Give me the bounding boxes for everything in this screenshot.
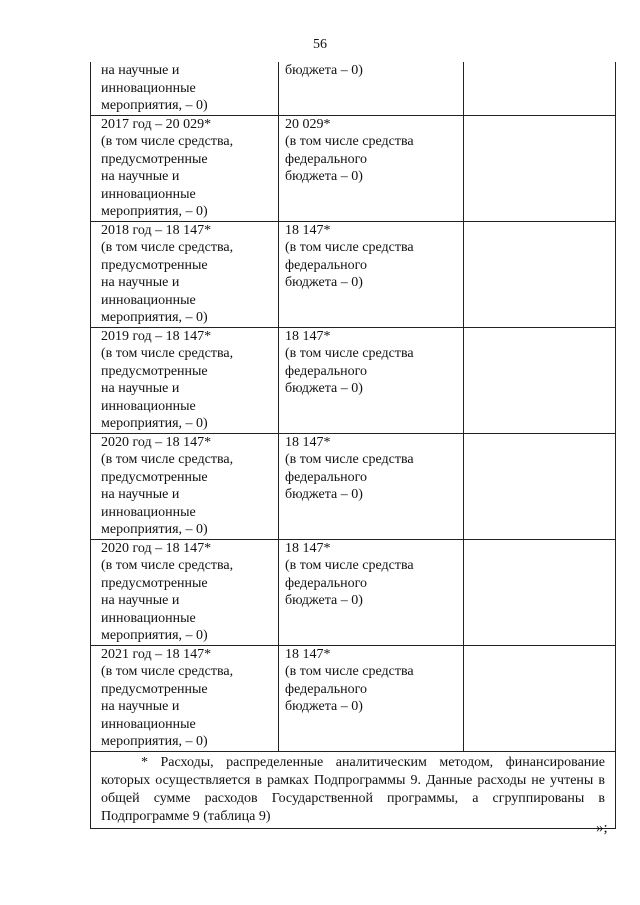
- empty-cell: [464, 540, 615, 645]
- cell-line: (в том числе средства,: [101, 452, 234, 467]
- closing-quote-mark: »;: [596, 820, 608, 836]
- cell-line: (в том числе средства,: [101, 240, 234, 255]
- cell-line: на научные и: [101, 381, 180, 396]
- cell-line: (в том числе средства: [285, 240, 414, 255]
- cell-line: (в том числе средства,: [101, 664, 234, 679]
- cell-line: на научные и: [101, 63, 180, 78]
- cell-line: предусмотренные: [101, 575, 208, 591]
- cell-line: бюджета – 0): [285, 63, 363, 78]
- empty-cell: [464, 116, 615, 221]
- footnote-row: [91, 751, 615, 828]
- cell-line: 2020 год – 18 147*: [101, 434, 212, 450]
- table-row: [91, 433, 615, 539]
- cell-line: бюджета – 0): [285, 487, 363, 502]
- cell-line: федерального: [285, 469, 368, 485]
- federal-budget-cell: [279, 540, 464, 645]
- empty-cell: [464, 222, 615, 327]
- table-row: [91, 62, 615, 115]
- cell-line: на научные и: [101, 487, 180, 502]
- amount-cell: [91, 116, 279, 221]
- cell-line: федерального: [285, 151, 368, 167]
- cell-line: федерального: [285, 575, 368, 591]
- cell-line: инновационные: [101, 504, 196, 520]
- amount-cell: [91, 540, 279, 645]
- cell-line: (в том числе средства: [285, 346, 414, 361]
- cell-line: предусмотренные: [101, 469, 208, 485]
- cell-line: на научные и: [101, 593, 180, 608]
- cell-line: мероприятия, – 0): [101, 416, 208, 431]
- cell-line: инновационные: [101, 610, 196, 626]
- table-row: [91, 327, 615, 433]
- federal-budget-cell: [279, 116, 464, 221]
- cell-line: мероприятия, – 0): [101, 310, 208, 325]
- federal-budget-cell: [279, 646, 464, 751]
- cell-line: мероприятия, – 0): [101, 204, 208, 219]
- page-number: 56: [313, 37, 327, 52]
- cell-line: инновационные: [101, 80, 196, 96]
- empty-cell: [464, 328, 615, 433]
- federal-budget-cell: [279, 328, 464, 433]
- cell-line: предусмотренные: [101, 681, 208, 697]
- cell-line: (в том числе средства: [285, 452, 414, 467]
- cell-line: 2020 год – 18 147*: [101, 540, 212, 556]
- cell-line: инновационные: [101, 398, 196, 414]
- cell-line: федерального: [285, 363, 368, 379]
- amount-cell: [91, 62, 279, 115]
- cell-line: (в том числе средства: [285, 664, 414, 679]
- cell-line: 2018 год – 18 147*: [101, 222, 212, 238]
- table-rows: [91, 62, 615, 751]
- cell-line: бюджета – 0): [285, 169, 363, 184]
- amount-cell: [91, 328, 279, 433]
- federal-budget-cell: [279, 434, 464, 539]
- cell-line: бюджета – 0): [285, 699, 363, 714]
- cell-line: 18 147*: [285, 222, 331, 238]
- amount-cell: [91, 434, 279, 539]
- empty-cell: [464, 434, 615, 539]
- amount-cell: [91, 646, 279, 751]
- cell-line: предусмотренные: [101, 151, 208, 167]
- cell-line: мероприятия, – 0): [101, 98, 208, 113]
- cell-line: 18 147*: [285, 434, 331, 450]
- cell-line: (в том числе средства: [285, 558, 414, 573]
- cell-line: бюджета – 0): [285, 381, 363, 396]
- cell-line: мероприятия, – 0): [101, 522, 208, 537]
- empty-cell: [464, 646, 615, 751]
- table-row: [91, 221, 615, 327]
- cell-line: предусмотренные: [101, 257, 208, 273]
- table-row: [91, 539, 615, 645]
- cell-line: инновационные: [101, 716, 196, 732]
- cell-line: на научные и: [101, 169, 180, 184]
- cell-line: предусмотренные: [101, 363, 208, 379]
- footnote-text: * Расходы, распределенные аналитическим методом, финансирование которых осуществляется в рамках Подпрограммы 9. Данные расходы не учтены в общей сумме расходов Государственной программы, а сгруппированы в Подпрограмме 9 (таблица 9): [101, 754, 605, 824]
- cell-line: инновационные: [101, 186, 196, 202]
- cell-line: бюджета – 0): [285, 593, 363, 608]
- table-row: [91, 115, 615, 221]
- cell-line: 2021 год – 18 147*: [101, 646, 212, 662]
- cell-line: (в том числе средства: [285, 134, 414, 149]
- cell-line: бюджета – 0): [285, 275, 363, 290]
- cell-line: инновационные: [101, 292, 196, 308]
- cell-line: на научные и: [101, 699, 180, 714]
- cell-line: 2017 год – 20 029*: [101, 116, 212, 132]
- amount-cell: [91, 222, 279, 327]
- budget-table: [90, 62, 616, 829]
- cell-line: (в том числе средства,: [101, 134, 234, 149]
- cell-line: 18 147*: [285, 540, 331, 556]
- cell-line: мероприятия, – 0): [101, 628, 208, 643]
- table-row: [91, 645, 615, 751]
- cell-line: 18 147*: [285, 328, 331, 344]
- cell-line: 20 029*: [285, 116, 331, 132]
- cell-line: 18 147*: [285, 646, 331, 662]
- cell-line: 2019 год – 18 147*: [101, 328, 212, 344]
- cell-line: на научные и: [101, 275, 180, 290]
- cell-line: (в том числе средства,: [101, 346, 234, 361]
- cell-line: федерального: [285, 681, 368, 697]
- empty-cell: [464, 62, 615, 115]
- federal-budget-cell: [279, 62, 464, 115]
- cell-line: (в том числе средства,: [101, 558, 234, 573]
- cell-line: мероприятия, – 0): [101, 734, 208, 749]
- federal-budget-cell: [279, 222, 464, 327]
- cell-line: федерального: [285, 257, 368, 273]
